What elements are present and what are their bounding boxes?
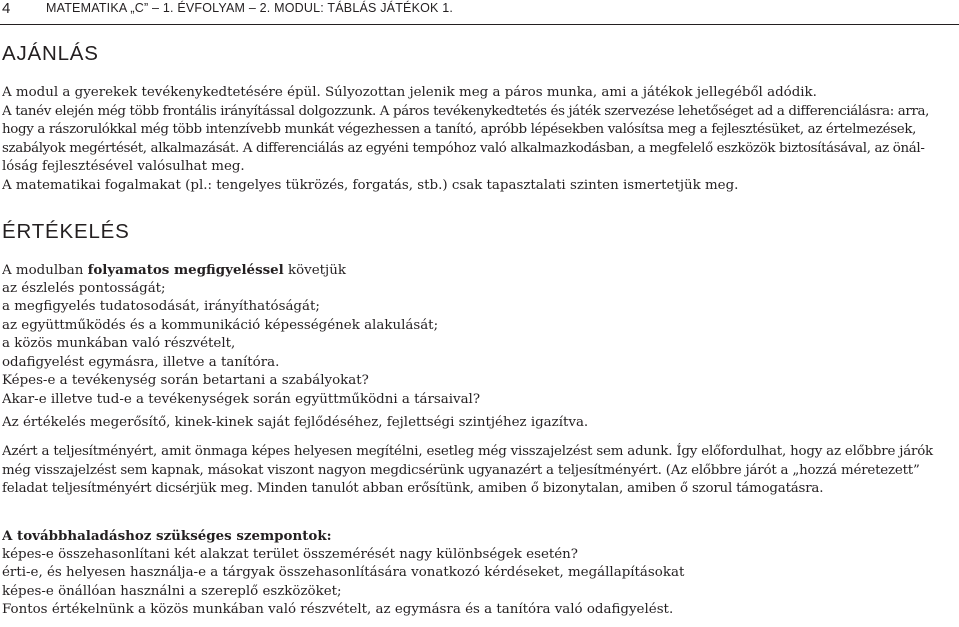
page-number: 4 (2, 0, 11, 17)
text-line: szabályok megértését, alkalmazását. A differenciálás az egyéni tempóhoz való alkalmazkodásban, a megfelelő eszközök biztosításával, az önál- (2, 140, 925, 156)
text-line: hogy a rászorulókkal még több intenzívebb munkát végezhessen a tanító, apróbb lépésekben valósítsa meg a fejlesztésüket, az értelmezések, (2, 122, 917, 137)
list-item: Akar-e illetve tud-e a tevékenységek során együttműködni a társaival? (2, 391, 481, 407)
text-line: A modul a gyerekek tevékenykedtetésére épül. Súlyozottan jelenik meg a páros munka, ami a játékok jellegéből adódik. (2, 85, 817, 100)
ajanlas-text (2, 84, 957, 195)
list-item: a közös munkában való részvételt, (2, 336, 236, 351)
ertekeles-confirm (2, 414, 957, 433)
list-item: Képes-e a tevékenység során betartani a szabályokat? (2, 373, 369, 388)
confirm-line: Az értékelés megerősítő, kinek-kinek saját fejlődéséhez, fejlettségi szintjéhez igazítva. (2, 415, 589, 430)
section-title-ajanlas: AJÁNLÁS (2, 42, 99, 65)
text-line: lóság fejlesztésével valósulhat meg. (2, 159, 245, 174)
text-line: Fontos értékelnünk a közös munkában való részvételt, az egymásra és a tanítóra való odafigyelést. (2, 602, 674, 617)
text-line: képes-e önállóan használni a szereplő eszközöket; (2, 583, 342, 599)
header-rule (0, 24, 959, 25)
intro-bold: folyamatos megfigyeléssel (87, 262, 284, 278)
section-title-ertekeles: ÉRTÉKELÉS (2, 220, 130, 243)
list-item: az együttműködés és a kommunikáció képességének alakulását; (2, 317, 439, 333)
text-line: A matematikai fogalmakat (pl.: tengelyes tükrözés, forgatás, stb.) csak tapasztalati szinten ismertetjük meg. (2, 177, 739, 193)
text-line: még visszajelzést sem kapnak, másokat viszont nagyon megdicsérünk ugyanazért a teljesítményért. (Az előbbre járót a „hozzá méretezett” (2, 462, 920, 478)
list-item: az észlelés pontosságát; (2, 280, 166, 296)
subsection-title: A továbbhaladáshoz szükséges szempontok: (2, 528, 332, 544)
ertekeles-paragraph (2, 443, 957, 499)
ertekeles-list (2, 261, 957, 409)
tovabbhaladas-section (2, 527, 957, 620)
intro-line (2, 261, 957, 280)
running-head: MATEMATIKA „C” – 1. ÉVFOLYAM – 2. MODUL: TÁBLÁS JÁTÉKOK 1. (46, 1, 454, 15)
page-header (0, 0, 959, 20)
intro-prefix: A modulban (2, 263, 88, 278)
text-line: képes-e összehasonlítani két alakzat terület összemérését nagy különbségek esetén? (2, 546, 578, 562)
list-item: odafigyelést egymásra, illetve a tanítóra. (2, 354, 280, 370)
list-item: a megfigyelés tudatosodását, irányíthatóságát; (2, 299, 320, 314)
text-line: Azért a teljesítményért, amit önmaga képes helyesen megítélni, esetleg még visszajelzést sem adunk. Így előfordulhat, hogy az előbbre járók (2, 444, 933, 459)
text-line: érti-e, és helyesen használja-e a tárgyak összehasonlítására vonatkozó kérdéseket, megállapításokat (2, 565, 685, 580)
text-line: feladat teljesítményért dicsérjük meg. Minden tanulót abban erősítünk, amiben ő bizonytalan, amiben ő szorul támogatásra. (2, 481, 824, 496)
text-line: A tanév elején még több frontális irányítással dolgozzunk. A páros tevékenykedtetés és játék szervezése lehetőséget ad a differenciálásra: arra, (2, 103, 930, 119)
intro-suffix: követjük (283, 263, 346, 278)
